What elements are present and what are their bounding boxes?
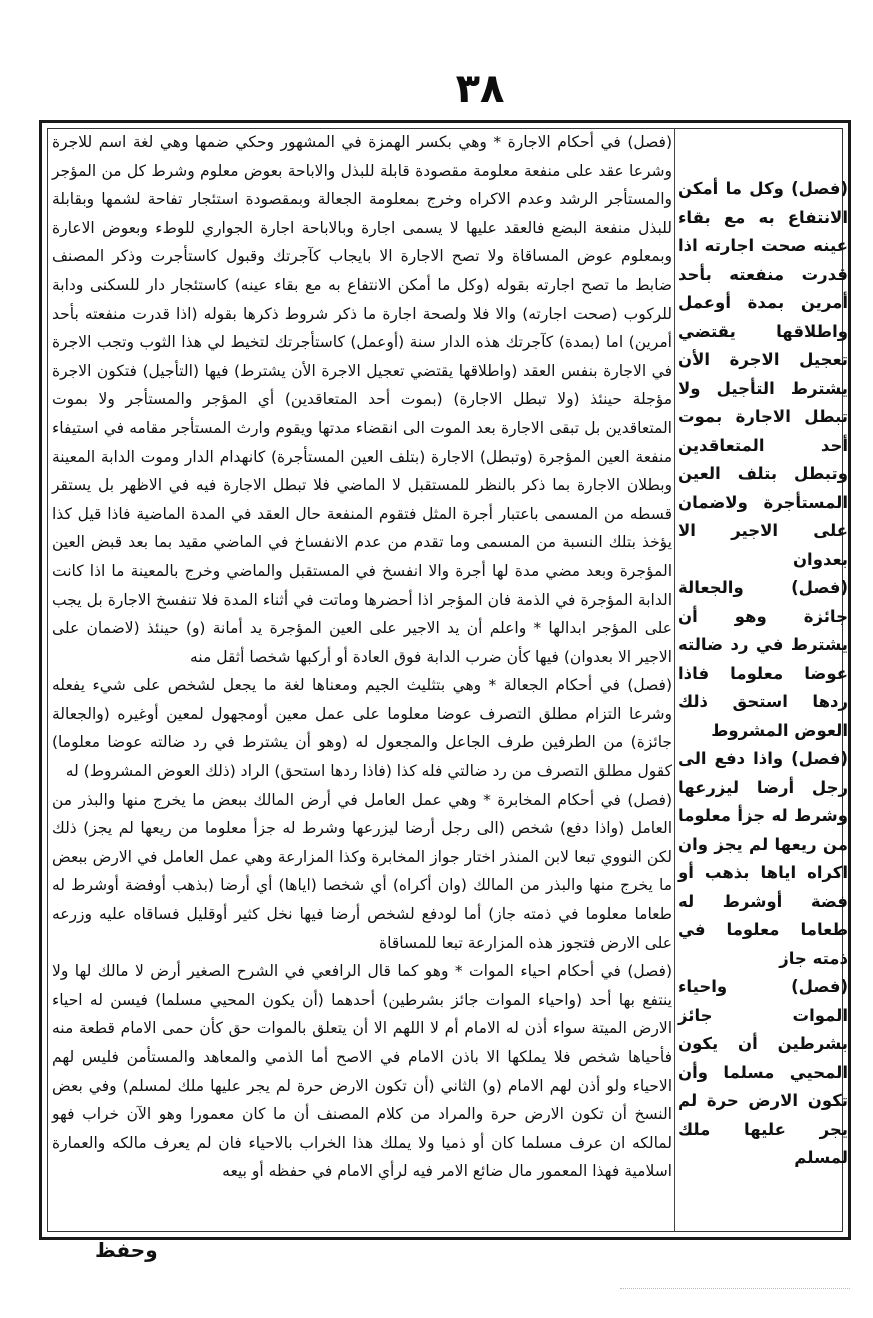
bottom-dotted-rule [620,1288,850,1289]
catchword: وحفظ [95,1238,158,1262]
main-commentary-column [52,128,672,1238]
column-divider [674,128,675,1232]
margin-section-jiala: (فصل) والجعالة جائزة وهو أن يشترط في رد ضالته عوضا معلوما فاذا ردها استحق ذلك العوض المشروط [678,578,848,740]
margin-section-ijara: (فصل) وكل ما أمكن الانتفاع به مع بقاء عينه صحت اجارته اذا قدرت منفعته بأحد أمرين بمدة أوعمل واطلاقها يقتضي تعجيل الاجرة الأن يشترط التأجيل ولا تبطل الاجارة بموت أحد المتعاقدين وتبطل بتلف العين المستأجرة ولاضمان على الاجير الا بعدوان [678,179,848,569]
margin-section-ihya-mawat: (فصل) واحياء الموات جائز بشرطين أن يكون المحيي مسلما وأن تكون الارض حرة لم يجر عليها ملك لمسلم [678,977,848,1167]
commentary-section-mukhabara: (فصل) في أحكام المخابرة * وهي عمل العامل في أرض المالك ببعض ما يخرج منها والبذر من العامل (واذا دفع) شخص (الى رجل أرضا ليزرعها وشرط له جزأ معلوما من ريعها لم يجز) ذلك لكن النووي تبعا لابن المنذر اختار جواز المخابرة وكذا المزارعة وهي عمل العامل في الارض ببعض ما يخرج منها والبذر من المالك (وان أكراه) أي شخصا (اياها) أي أرضا (بذهب أوفضة أوشرط له طعاما معلوما في ذمته جاز) أما لودفع لشخص أرضا فيها نخل كثير أوقليل فساقاه عليه وزرعه على الارض فتجوز هذه المزارعة تبعا للمساقاة [52,790,672,952]
page-number: ٣٨ [455,66,505,112]
commentary-section-jiala: (فصل) في أحكام الجعالة * وهي بتثليث الجيم ومعناها لغة ما يجعل لشخص على شيء يفعله وشرعا التزام مطلق التصرف عوضا معلوما على عمل معين أومجهول لمعين أوغيره (والجعالة جائزة) من الطرفين طرف الجاعل والمجعول له (وهو أن يشترط في رد ضالته عوضا معلوما) كقول مطلق التصرف من رد ضالتي فله كذا (فاذا ردها استحق) الراد (ذلك العوض المشروط) له [52,676,672,781]
commentary-section-ijara: (فصل) في أحكام الاجارة * وهي بكسر الهمزة في المشهور وحكي ضمها وهي لغة اسم للاجرة وشرعا عقد على منفعة معلومة مقصودة قابلة للبذل والاباحة بعوض معلوم وشرط كل من المؤجر والمستأجر الرشد وعدم الاكراه وخرج بمعلومة الجعالة وبمقصودة استئجار تفاحة لشمها وبقابلة للبذل منفعة البضع فالعقد عليها لا يسمى اجارة وبالاباحة اجارة الجواري للوطء وبعوض الاعارة وبمعلوم عوض المساقاة ولا تصح الاجارة الا بايجاب كآجرتك وقبول كاستأجرت وذكر المصنف ضابط ما تصح اجارته بقوله (وكل ما أمكن الانتفاع به مع بقاء عينه) كاستئجار دار للسكنى ودابة للركوب (صحت اجارته) والا فلا ولصحة اجارة ما ذكر شروط ذكرها بقوله (اذا قدرت منفعته بأحد أمرين) اما (بمدة) كآجرتك هذه الدار سنة (أوعمل) كاستأجرتك لتخيط لي هذا الثوب وتجب الاجرة في الاجارة بنفس العقد (واطلاقها يقتضي تعجيل الاجرة الأن يشترط) فيها (التأجيل) فتكون الاجرة مؤجلة حينئذ (ولا تبطل الاجارة) (بموت أحد المتعاقدين) أي المؤجر والمستأجر ولا بموت المتعاقدين بل تبقى الاجارة بعد الموت الى انقضاء مدتها ويقوم وارث المستأجر مقامه في استيفاء منفعة العين المؤجرة (وتبطل) الاجارة (بتلف العين المستأجرة) كانهدام الدار وموت الدابة المعينة وبطلان الاجارة بما ذكر بالنظر للمستقبل لا الماضي فلا تبطل الاجارة فيه في الاظهر بل يستقر قسطه من المسمى باعتبار أجرة المثل فتقوم المنفعة حال العقد في المدة الماضية فاذا قيل كذا يؤخذ بتلك النسبة من المسمى وما تقدم من عدم الانفساخ في الماضي مقيد بما بعد قبض العين المؤجرة وبعد مضي مدة لها أجرة والا انفسخ في المستقبل والماضي وخرج بالمعينة ما اذا كانت الدابة المؤجرة في الذمة فان المؤجر اذا أحضرها وماتت في أثناء المدة فلا تنفسخ الاجارة بل يجب على المؤجر ابدالها * واعلم أن يد الاجير على العين المؤجرة يد أمانة (و) حينئذ (لاضمان على الاجير الا بعدوان) فيها كأن ضرب الدابة فوق العادة أو أركبها شخصا أثقل منه [52,133,672,666]
commentary-section-ihya-mawat: (فصل) في أحكام احياء الموات * وهو كما قال الرافعي في الشرح الصغير أرض لا مالك لها ولا ينتفع بها أحد (واحياء الموات جائز بشرطين) أحدهما (أن يكون المحيي مسلما) فيسن له احياء الارض الميتة سواء أذن له الامام أم لا اللهم الا أن يتعلق بالموات حق كأن حمى الامام قطعة منه فأحياها شخص فلا يملكها الا باذن الامام في الاصح أما الذمي والمعاهد والمستأمن فليس لهم الاحياء ولو أذن لهم الامام (و) الثاني (أن تكون الارض حرة لم يجر عليها ملك لمسلم) وفي بعض النسخ أن تكون الارض حرة والمراد من كلام المصنف أن ما كان معمورا وهو الآن خراب فهو لمالكه ان عرف مسلما كان أو ذميا ولا يملك هذا الخراب بالاحياء فان لم يعرف مالكه والعمارة اسلامية فهذا المعمور مال ضائع الامر فيه لرأي الامام في حفظه أو بيعه [52,962,672,1181]
margin-text-column [678,175,848,1167]
margin-section-mukhabara: (فصل) واذا دفع الى رجل أرضا ليزرعها وشرط له جزأ معلوما من ريعها لم يجز وان اكراه اياها بذهب أو فضة أوشرط له طعاما معلوما في ذمته جاز [678,749,848,968]
